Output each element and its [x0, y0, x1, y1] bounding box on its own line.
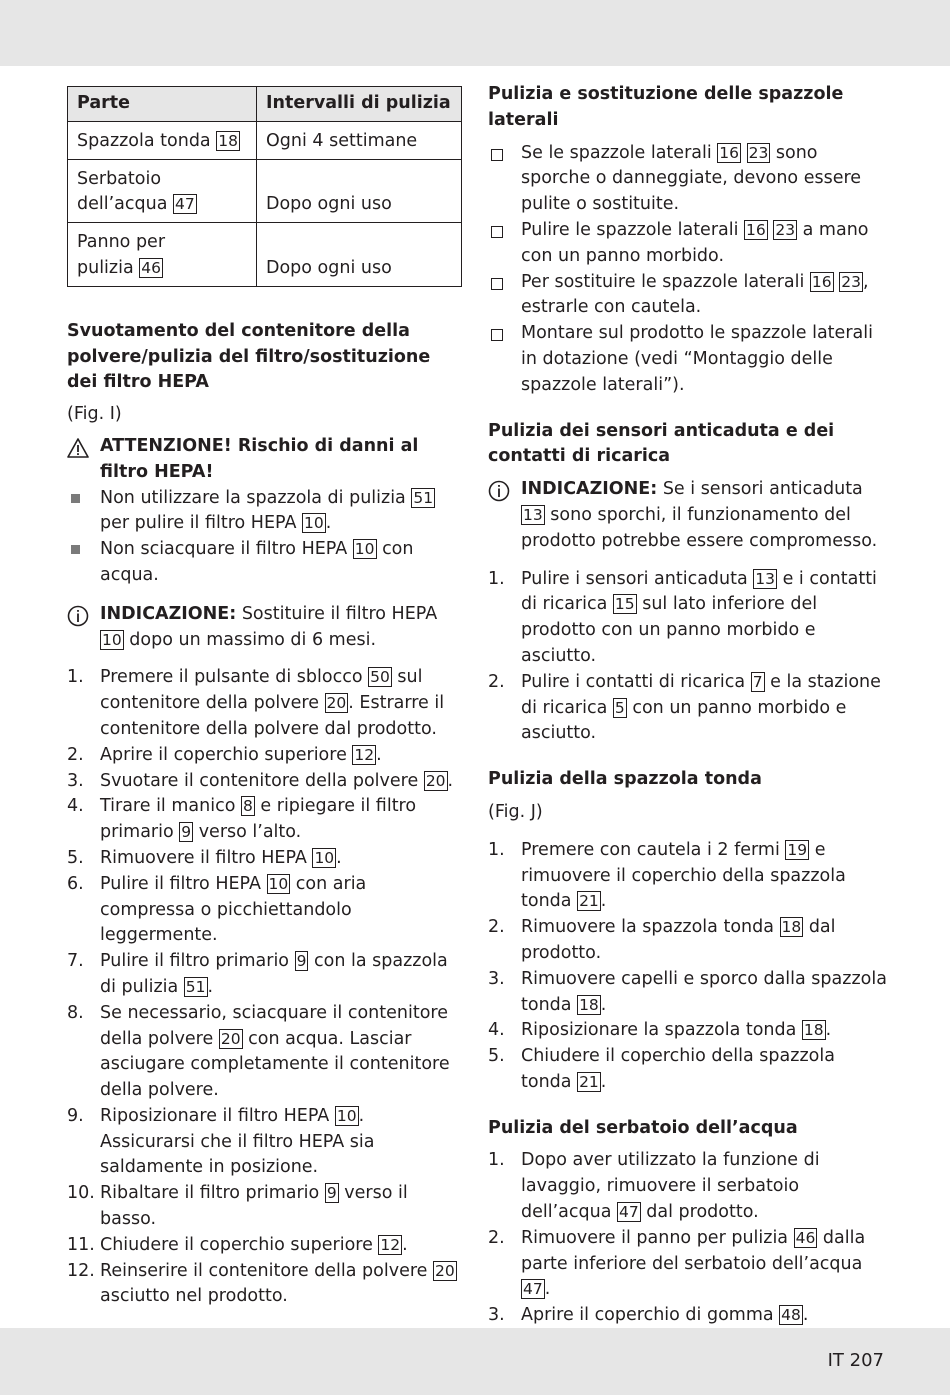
list-item — [488, 967, 888, 1019]
table-header-part: Parte — [68, 87, 257, 122]
part-ref: 9 — [296, 952, 307, 971]
step-text: dal prodotto. — [521, 917, 836, 963]
step-text: e i contatti di ricarica — [521, 568, 877, 615]
step-text: con la spazzola di pulizia — [100, 951, 448, 997]
table-cell-part — [68, 159, 257, 223]
list-item — [488, 567, 888, 670]
step-text: Reinserire il contenitore della polvere — [100, 1260, 433, 1281]
part-ref: 20 — [435, 1261, 455, 1280]
part-name: pulizia — [77, 257, 134, 278]
step-text: sono sporche o danneggiate, devono essere pulite o sostituite. — [521, 142, 862, 215]
step-text: a mano con un panno morbido. — [521, 219, 869, 266]
list-item — [67, 949, 462, 1001]
part-ref: 21 — [579, 892, 599, 911]
step-number: 5. — [67, 847, 84, 868]
list-item — [488, 1044, 888, 1096]
step-text: Pulire il filtro HEPA — [100, 873, 267, 894]
list-item — [67, 1001, 462, 1104]
step-text: Svuotare il contenitore della polvere — [100, 770, 424, 791]
note-label: INDICAZIONE: — [100, 603, 237, 624]
part-ref: 23 — [748, 143, 769, 162]
step-text: Pulire i sensori anticaduta — [521, 568, 754, 589]
table-cell-interval: Ogni 4 settimane — [257, 121, 462, 159]
list-item — [488, 141, 888, 218]
part-name: Panno per — [77, 232, 166, 253]
part-ref: 12 — [380, 1235, 401, 1254]
figure-ref: (Fig. J) — [488, 801, 543, 822]
part-ref: 10 — [268, 874, 289, 893]
step-number: 2. — [488, 1227, 505, 1248]
checkbox-bullet-icon — [491, 278, 503, 290]
step-text: Rimuovere il panno per pulizia — [521, 1227, 794, 1248]
info-icon — [488, 480, 510, 502]
warning-block — [67, 434, 462, 486]
step-text: con un panno morbido e asciutto. — [521, 697, 847, 744]
bullet-text: Non sciacquare il filtro HEPA — [100, 539, 353, 560]
part-ref: 18 — [803, 1021, 824, 1040]
bullet-text: con acqua. — [100, 539, 414, 585]
note-block — [67, 602, 462, 654]
step-text: . — [336, 847, 342, 868]
step-text: Pulire i contatti di ricarica — [521, 671, 751, 692]
bullet-text: . — [325, 513, 332, 534]
part-ref: 18 — [781, 918, 802, 937]
list-item — [67, 769, 462, 795]
part-ref: 18 — [579, 995, 599, 1014]
step-text: Montare sul prodotto le spazzole laterali in dotazione (vedi “Montaggio delle spazzole laterali”). — [521, 323, 873, 395]
step-text: . — [600, 1071, 607, 1092]
step-text: e ripiegare il filtro primario — [100, 796, 417, 843]
step-number: 1. — [488, 568, 505, 589]
step-text: Rimuovere la spazzola tonda — [521, 917, 780, 938]
list-item — [67, 743, 462, 769]
list-item — [67, 846, 462, 872]
step-text: con acqua. Lasciar asciugare completamente il contenitore della polvere. — [100, 1028, 450, 1101]
step-text: Aprire il coperchio di gomma — [521, 1305, 780, 1326]
step-number: 3. — [488, 1305, 505, 1326]
part-ref: 23 — [775, 220, 796, 239]
part-ref: 5 — [614, 698, 625, 717]
checkbox-bullet-icon — [491, 329, 503, 341]
step-text: Premere il pulsante di sblocco — [100, 667, 369, 688]
part-name: Serbatoio — [77, 168, 162, 189]
step-text: Tirare il manico — [100, 796, 241, 817]
section-heading-sensors: Pulizia dei sensori anticaduta e dei contatti di ricarica — [488, 420, 835, 467]
step-text: Rimuovere capelli e sporco dalla spazzola tonda — [521, 968, 887, 1015]
part-name: dell’acqua — [77, 194, 168, 215]
step-text: . Assicurarsi che il filtro HEPA sia saldamente in posizione. — [100, 1105, 375, 1178]
step-text: Riposizionare il filtro HEPA — [100, 1105, 335, 1126]
step-text: Rimuovere il filtro HEPA — [100, 847, 313, 868]
table-header-row — [68, 87, 462, 122]
part-ref: 20 — [425, 771, 446, 790]
list-item — [67, 486, 462, 538]
step-number: 6. — [67, 873, 84, 894]
step-text: dalla parte inferiore del serbatoio dell’acqua — [521, 1227, 866, 1274]
part-ref: 47 — [175, 195, 195, 214]
step-text: sul contenitore della polvere — [100, 667, 423, 714]
step-text: . — [600, 891, 607, 912]
steps-list — [488, 1148, 888, 1354]
list-item — [488, 270, 888, 322]
step-text: Ribaltare il filtro primario — [100, 1183, 325, 1204]
warning-triangle-icon — [67, 437, 89, 459]
step-text: Se le spazzole laterali — [521, 142, 718, 163]
part-ref: 12 — [354, 745, 375, 764]
part-ref: 16 — [811, 272, 832, 291]
list-item — [488, 1148, 888, 1225]
list-item — [488, 321, 888, 398]
part-ref: 46 — [141, 258, 162, 277]
note-block — [488, 477, 888, 554]
part-ref: 21 — [579, 1072, 599, 1091]
list-item — [488, 1226, 888, 1303]
step-text: Chiudere il coperchio della spazzola tonda — [521, 1046, 835, 1092]
part-ref: 19 — [787, 840, 808, 859]
part-ref: 9 — [181, 823, 192, 842]
part-ref: 51 — [185, 977, 206, 996]
part-ref: 47 — [619, 1203, 639, 1222]
step-number: 2. — [488, 917, 505, 938]
part-ref: 20 — [220, 1029, 241, 1048]
part-ref: 10 — [102, 630, 122, 649]
checkbox-bullet-icon — [491, 149, 503, 161]
info-icon — [67, 605, 89, 627]
list-item — [488, 1018, 888, 1044]
step-number: 9. — [67, 1105, 84, 1126]
part-ref: 48 — [781, 1306, 801, 1325]
step-text: con aria compressa o picchiettandolo leggermente. — [100, 873, 367, 946]
step-text: verso l’alto. — [193, 822, 302, 843]
list-item — [67, 665, 462, 742]
top-band — [0, 0, 950, 66]
step-text: , estrarle con cautela. — [521, 271, 869, 318]
figure-ref: (Fig. I) — [67, 404, 122, 425]
step-number: 1. — [488, 839, 505, 860]
note-text: sono sporchi, il funzionamento del prodotto potrebbe essere compromesso. — [521, 504, 878, 551]
list-item — [67, 794, 462, 846]
step-text: e rimuovere il coperchio della spazzola tonda — [521, 839, 846, 912]
step-text: sul lato inferiore del prodotto con un panno morbido e asciutto. — [521, 594, 818, 666]
step-number: 7. — [67, 951, 84, 972]
part-ref: 51 — [413, 488, 434, 507]
step-text: dal prodotto. — [640, 1202, 759, 1223]
steps-list — [488, 567, 888, 748]
step-text: Chiudere il coperchio superiore — [100, 1234, 379, 1255]
note-text: Se i sensori anticaduta — [657, 479, 863, 500]
part-name: Spazzola tonda — [77, 130, 211, 151]
step-text: . — [544, 1279, 551, 1300]
step-text: Pulire le spazzole laterali — [521, 219, 745, 240]
table-row — [68, 121, 462, 159]
list-item — [488, 218, 888, 270]
bullet-text: Non utilizzare la spazzola di pulizia — [100, 487, 412, 508]
section-heading-water-tank: Pulizia del serbatoio dell’acqua — [488, 1117, 798, 1138]
square-bullet-icon — [71, 494, 80, 503]
note-text: dopo un massimo di 6 mesi. — [123, 629, 377, 650]
part-ref: 10 — [314, 848, 335, 867]
step-number: 5. — [488, 1046, 505, 1067]
section-heading-dust-container: Svuotamento del contenitore della polvere/pulizia del filtro/sostituzione dei filtro HEPA — [67, 320, 431, 393]
step-text: . — [600, 994, 607, 1015]
table-row — [68, 159, 462, 223]
step-text: e la stazione di ricarica — [521, 671, 881, 718]
part-ref: 13 — [755, 569, 776, 588]
step-text: Pulire il filtro primario — [100, 951, 295, 972]
part-ref: 7 — [752, 672, 763, 691]
list-item — [67, 1259, 462, 1311]
list-item — [488, 838, 888, 915]
step-number: 3. — [67, 770, 84, 791]
step-text: . — [825, 1020, 832, 1041]
note-text: Sostituire il filtro HEPA — [236, 603, 438, 624]
step-text: . Estrarre il contenitore della polvere dal prodotto. — [100, 693, 445, 739]
step-number: 4. — [67, 796, 84, 817]
step-number: 2. — [488, 671, 505, 692]
part-ref: 47 — [523, 1280, 543, 1299]
part-ref: 46 — [795, 1228, 816, 1247]
step-text: . — [447, 770, 454, 791]
part-ref: 10 — [336, 1106, 357, 1125]
table-header-interval: Intervalli di pulizia — [257, 87, 462, 122]
step-number: 3. — [488, 968, 505, 989]
part-ref: 16 — [746, 220, 766, 239]
warning-text: ATTENZIONE! Rischio di danni al filtro HEPA! — [100, 435, 419, 482]
part-ref: 9 — [326, 1184, 337, 1203]
note-label: INDICAZIONE: — [521, 479, 658, 500]
right-column — [488, 82, 888, 1355]
section-heading-side-brushes: Pulizia e sostituzione delle spazzole laterali — [488, 84, 844, 130]
checkbox-bullet-icon — [491, 226, 503, 238]
list-item — [67, 537, 462, 589]
step-text: . — [802, 1305, 809, 1326]
list-item — [488, 915, 888, 967]
table-row — [68, 223, 462, 287]
part-ref: 8 — [242, 797, 253, 816]
table-cell-interval: Dopo ogni uso — [257, 223, 462, 287]
step-number: 2. — [67, 744, 84, 765]
list-item — [67, 872, 462, 949]
step-text: verso il basso. — [100, 1183, 408, 1230]
step-number: 1. — [67, 667, 84, 688]
part-ref: 10 — [304, 514, 324, 533]
page-number: IT 207 — [827, 1350, 884, 1371]
list-item — [67, 1104, 462, 1181]
table-cell-part — [68, 121, 257, 159]
step-text: Premere con cautela i 2 fermi — [521, 839, 786, 860]
checkbox-list — [488, 141, 888, 399]
step-number: 12. — [67, 1260, 95, 1281]
step-number: 4. — [488, 1020, 505, 1041]
step-text: Aprire il coperchio superiore — [100, 744, 353, 765]
steps-list — [488, 838, 888, 1096]
part-ref: 18 — [218, 131, 238, 150]
steps-list — [67, 665, 462, 1310]
step-number: 1. — [488, 1150, 505, 1171]
bullet-text: per pulire il filtro HEPA — [100, 513, 302, 534]
part-ref: 13 — [523, 505, 543, 524]
list-item — [67, 1233, 462, 1259]
square-bullet-icon — [71, 545, 80, 554]
bottom-band — [0, 1328, 950, 1395]
step-number: 10. — [67, 1183, 95, 1204]
part-ref: 23 — [841, 272, 861, 291]
table-cell-interval: Dopo ogni uso — [257, 159, 462, 223]
step-text: Per sostituire le spazzole laterali — [521, 271, 810, 292]
part-ref: 16 — [719, 143, 740, 162]
step-text: Se necessario, sciacquare il contenitore della polvere — [100, 1002, 448, 1049]
part-ref: 20 — [326, 694, 347, 713]
part-ref: 50 — [370, 668, 390, 687]
part-ref: 15 — [614, 595, 635, 614]
cleaning-interval-table — [67, 86, 462, 287]
step-number: 11. — [67, 1234, 95, 1255]
part-ref: 10 — [354, 540, 375, 559]
step-text: Riposizionare la spazzola tonda — [521, 1020, 802, 1041]
section-heading-round-brush: Pulizia della spazzola tonda — [488, 769, 762, 790]
list-item — [67, 1181, 462, 1233]
step-text: Dopo aver utilizzato la funzione di lavaggio, rimuovere il serbatoio dell’acqua — [521, 1150, 820, 1223]
table-cell-part — [68, 223, 257, 287]
step-text: . — [402, 1234, 408, 1255]
left-column — [67, 86, 462, 1310]
step-text: asciutto nel prodotto. — [100, 1286, 288, 1307]
step-text: . — [376, 744, 382, 765]
step-number: 8. — [67, 1002, 84, 1023]
step-text: . — [207, 976, 214, 997]
list-item — [488, 670, 888, 747]
